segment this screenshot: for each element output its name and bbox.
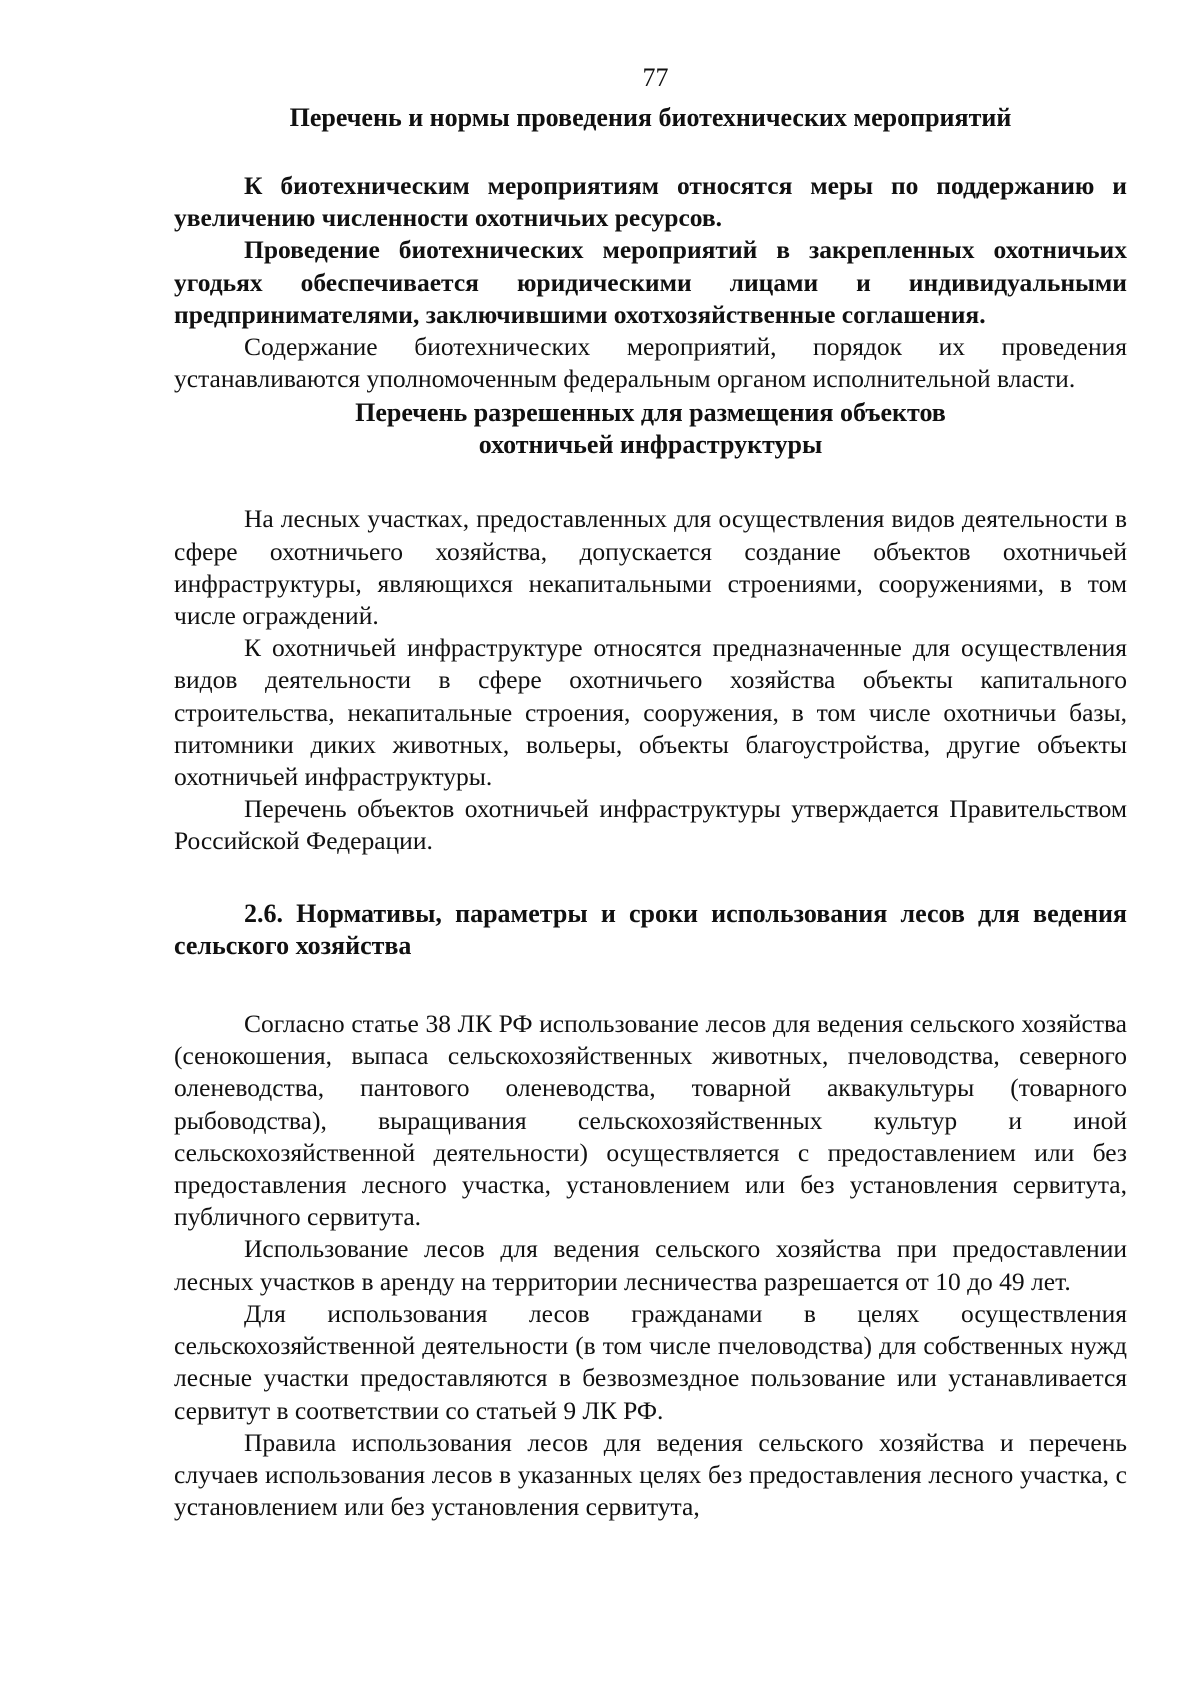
section-title-agriculture: 2.6. Нормативы, параметры и сроки использования лесов для ведения сельского хозяйства [174, 898, 1127, 960]
paragraph-biotechnical-definition: К биотехническим мероприятиям относятся меры по поддержанию и увеличению численности охотничьих ресурсов. [174, 171, 1127, 233]
paragraph-agriculture-lease-term: Использование лесов для ведения сельского хозяйства при предоставлении лесных участков в аренду на территории лесничества разрешается от 10 до 49 лет. [174, 1234, 1127, 1296]
paragraph-agriculture-article38: Согласно статье 38 ЛК РФ использование лесов для ведения сельского хозяйства (сенокошения, выпаса сельскохозяйственных животных, пчеловодства, северного оленеводства, пантового оленеводства, товарной аквакультуры (товарного рыбоводства), выращивания сельскохозяйственных культур и иной сельскохозяйственной деятельности) осуществляется с предоставлением или без предоставления лесного участка, установлением или без установления сервитута, публичного сервитута. [174, 1009, 1127, 1232]
paragraph-biotechnical-content: Содержание биотехнических мероприятий, порядок их проведения устанавливаются уполномоченным федеральным органом исполнительной власти. [174, 332, 1127, 394]
section-title-biotechnical: Перечень и нормы проведения биотехнических мероприятий [289, 103, 1012, 132]
document-page [174, 62, 1127, 1523]
section-title-infrastructure-line1: Перечень разрешенных для размещения объектов [355, 398, 946, 428]
paragraph-agriculture-citizens: Для использования лесов гражданами в целях осуществления сельскохозяйственной деятельности (в том числе пчеловодства) для собственных нужд лесные участки предоставляются в безвозмездное пользование или устанавливается сервитут в соответствии со статьей 9 ЛК РФ. [174, 1298, 1127, 1425]
paragraph-infrastructure-approval: Перечень объектов охотничьей инфраструктуры утверждается Правительством Российской Федерации. [174, 794, 1127, 856]
paragraph-infrastructure-definition: К охотничьей инфраструктуре относятся предназначенные для осуществления видов деятельности в сфере охотничьего хозяйства объекты капитального строительства, некапитальные строения, сооружения, в том числе охотничьи базы, питомники диких животных, вольеры, объекты благоустройства, другие объекты охотничьей инфраструктуры. [174, 633, 1127, 792]
paragraph-biotechnical-responsibility: Проведение биотехнических мероприятий в закрепленных охотничьих угодьях обеспечивается юридическими лицами и индивидуальными предпринимателями, заключившими охотхозяйственные соглашения. [174, 235, 1127, 329]
section-title-infrastructure-line2: охотничьей инфраструктуры [478, 430, 823, 460]
page-number: 77 [642, 63, 669, 92]
paragraph-infrastructure-forest-plots: На лесных участках, предоставленных для осуществления видов деятельности в сфере охотничьего хозяйства, допускается создание объектов охотничьей инфраструктуры, являющихся некапитальными строениями, сооружениями, в том числе ограждений. [174, 504, 1127, 631]
section-title-infrastructure [174, 397, 1127, 461]
paragraph-agriculture-rules: Правила использования лесов для ведения сельского хозяйства и перечень случаев использования лесов в указанных целях без предоставления лесного участка, с установлением или без установления сервитута, [174, 1427, 1127, 1522]
